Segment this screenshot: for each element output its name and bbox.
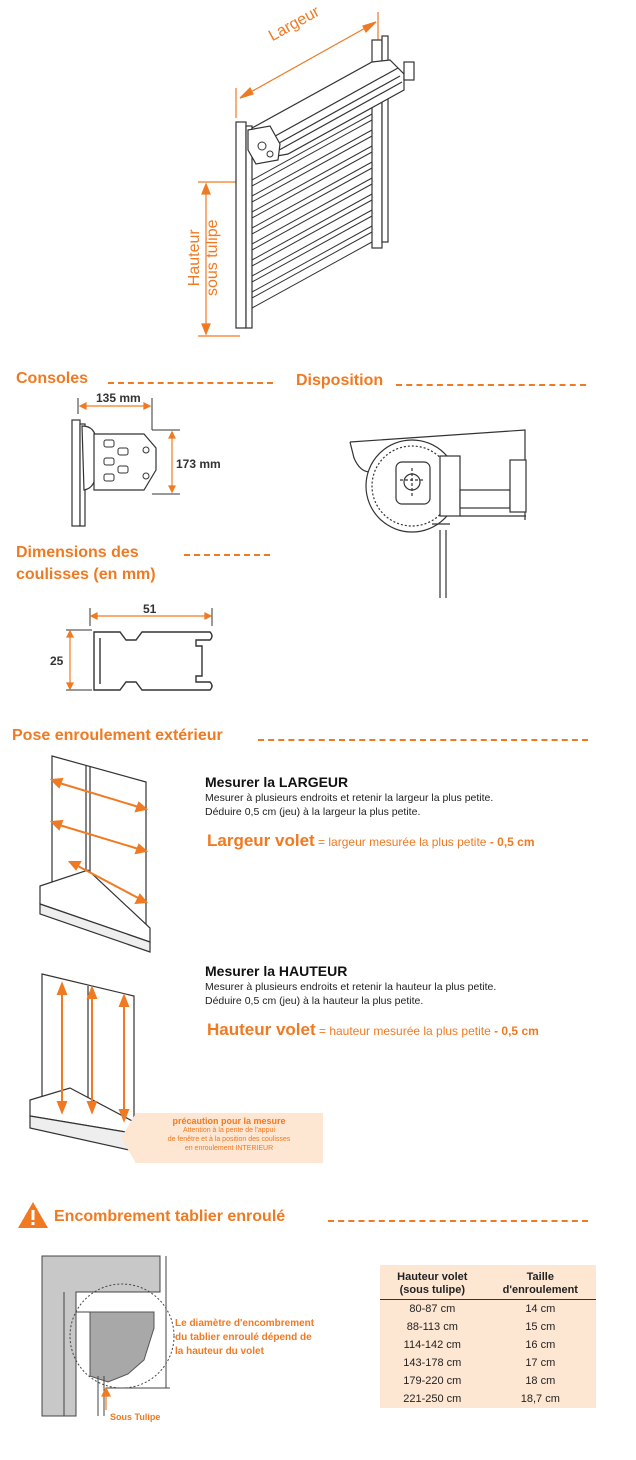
table-row [380,1300,596,1319]
hauteur-formula-text: = hauteur mesurée la plus petite [315,1024,495,1038]
table-header-taille-line2: d'enroulement [502,1284,578,1296]
table-row [380,1318,596,1336]
hauteur-label-line1: Hauteur [186,229,203,287]
warning-icon [17,1200,49,1230]
table-header-taille-line1: Taille [526,1271,554,1283]
roller-shutter-illustration [0,0,636,350]
table-cell: 15 cm [525,1321,556,1334]
hauteur-heading: Mesurer la HAUTEUR [205,963,348,979]
table-header-hauteur [380,1265,485,1300]
sous-tulipe-label: Sous Tulipe [110,1412,161,1422]
largeur-formula-text: = largeur mesurée la plus petite [314,835,490,849]
largeur-formula-label: Largeur volet [207,831,315,850]
encombrement-note-line2: du tablier enroulé dépend de [175,1332,312,1343]
table-row [380,1372,596,1390]
console-width-label: 135 mm [96,391,141,405]
console-height-label: 173 mm [176,457,221,471]
table-cell: 114-142 cm [403,1339,461,1352]
precaution-callout-arrow [121,1113,136,1163]
coulisses-title-line2: coulisses (en mm) [16,566,156,583]
encombrement-note-line3: la hauteur du volet [175,1346,264,1357]
table-header-row [380,1265,596,1300]
disposition-divider [396,384,586,386]
disposition-drawing [340,420,540,600]
pose-divider [258,739,588,741]
encombrement-drawing [36,1250,176,1420]
table-cell: 80-87 cm [409,1303,456,1316]
coulisses-title-line1: Dimensions des [16,544,139,561]
table-cell: 18,7 cm [520,1392,560,1405]
coulisses-divider [184,554,270,556]
hauteur-line2: Déduire 0,5 cm (jeu) à la hauteur la plus petite. [205,995,424,1007]
hauteur-label-line2: sous tulipe [204,219,221,296]
consoles-divider [108,382,273,384]
pose-title: Pose enroulement extérieur [12,727,223,744]
encombrement-title: Encombrement tablier enroulé [54,1208,286,1225]
table-cell: 143-178 cm [403,1357,462,1370]
largeur-line2: Déduire 0,5 cm (jeu) à la largeur la plus petite. [205,806,421,818]
largeur-formula-minus: - 0,5 cm [489,835,535,849]
hauteur-line1: Mesurer à plusieurs endroits et retenir la hauteur la plus petite. [205,981,497,993]
hauteur-formula [207,1020,539,1040]
table-cell: 14 cm [525,1303,556,1316]
hauteur-formula-label: Hauteur volet [207,1020,316,1039]
table-header-hauteur-line2: (sous tulipe) [399,1284,465,1296]
largeur-line1: Mesurer à plusieurs endroits et retenir la largeur la plus petite. [205,792,494,804]
table-row [380,1354,596,1372]
table-cell: 88-113 cm [406,1321,458,1334]
encombrement-note-line1: Le diamètre d'encombrement [175,1318,315,1329]
table-row [380,1390,596,1408]
largeur-formula [207,831,535,851]
console-drawing [60,390,190,530]
precaution-line1: Attention à la pente de l'appui [182,1127,276,1134]
roll-size-table [380,1265,596,1408]
consoles-title: Consoles [16,370,89,387]
table-cell: 221-250 cm [403,1392,462,1405]
coulisses-title [16,542,156,586]
table-cell: 179-220 cm [403,1375,462,1387]
table-cell: 18 cm [525,1375,556,1387]
table-row [380,1336,596,1354]
encombrement-divider [328,1220,588,1222]
coulisse-height-label: 25 [50,654,64,668]
largeur-heading: Mesurer la LARGEUR [205,774,349,790]
precaution-title: précaution pour la mesure [172,1116,286,1126]
hauteur-label [186,220,222,297]
precaution-text [135,1116,323,1153]
precaution-line3: en enroulement INTERIEUR [184,1145,274,1152]
precaution-line2: de fenêtre et à la position des coulisses [167,1136,291,1143]
table-header-hauteur-line1: Hauteur volet [397,1271,468,1283]
table-header-taille [485,1265,596,1300]
encombrement-note [175,1317,314,1359]
largeur-label: Largeur [266,3,323,45]
window-width-drawing [30,752,160,952]
coulisse-width-label: 51 [143,602,157,616]
hauteur-formula-minus: - 0,5 cm [494,1024,539,1038]
table-cell: 16 cm [525,1339,556,1352]
table-cell: 17 cm [525,1357,556,1370]
disposition-title: Disposition [296,372,384,389]
